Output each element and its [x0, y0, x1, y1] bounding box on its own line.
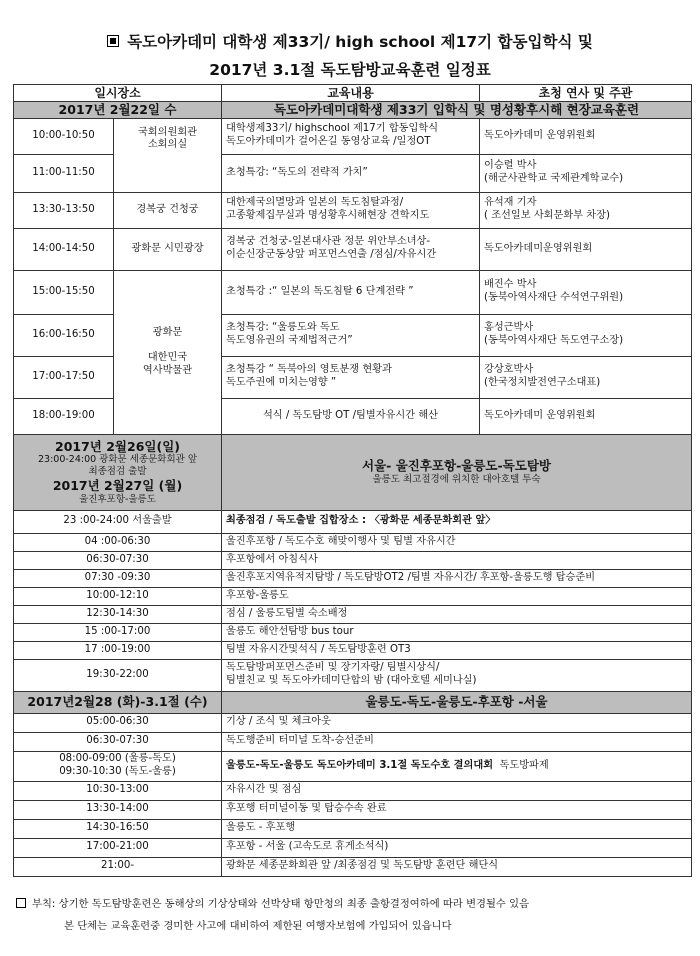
square-bullet-icon — [16, 898, 26, 908]
table-row: 17 :00-19:00 팀별 자유시간및석식 / 독도탐방훈련 OT3 — [14, 641, 692, 659]
table-row: 16:00-16:50 초청특강: “울릉도와 독도 독도영유권의 국제법적근거” 홍성근박사 (동북아역사재단 독도연구소장) — [14, 314, 692, 356]
day1-date: 2017년 2월22일 수 — [14, 102, 222, 119]
day2-header-row — [14, 434, 692, 510]
table-row: 15 :00-17:00 울릉도 해안선탐방 bus tour — [14, 623, 692, 641]
day2-date-block: 2017년 2월26일(일) 23:00-24:00 광화문 세종문화회관 앞 최종점검 출발 2017년 2월27일 (월) 울진후포항-울릉도 — [14, 434, 222, 510]
table-row: 17:00-17:50 초청특강 “ 독북아의 영토분쟁 현황과 독도주권에 미치는영향 ” 강상호박사 (한국정치발전연구소대표) — [14, 356, 692, 398]
square-bullet-icon — [107, 35, 119, 47]
day3-date: 2017년2월28 (화)-3.1절 (수) — [14, 691, 222, 713]
table-row: 21:00- 광화문 세종문화회관 앞 /최종점검 및 독도탐방 훈련단 해단식 — [14, 857, 692, 876]
day1-date-row — [14, 102, 692, 119]
table-row: 17:00-21:00 후포항 - 서울 (고속도로 휴게소석식) — [14, 838, 692, 857]
table-row: 23 :00-24:00 서울출발 최종점검 / 독도출발 집합장소 : 〈광화문 세종문화회관 앞〉 — [14, 510, 692, 533]
table-row: 07:30 -09:30 울진후포지역유적지탐방 / 독도탐방OT2 /팀별 자유시간/ 후포항-울릉도행 탑승준비 — [14, 569, 692, 587]
day2-route-block: 서울- 울진후포항-울릉도-독도탐방 울릉도 최고절경에 위치한 대아호텔 투숙 — [222, 434, 692, 510]
document-title-line2: 2017년 3.1절 독도탐방교육훈련 일정표 — [209, 61, 491, 79]
table-row: 05:00-06:30 기상 / 조식 및 체크아웃 — [14, 713, 692, 732]
table-row: 10:00-10:50 국회의원회관 소회의실 대학생제33기/ highschool 제17기 합동입학식 독도아카데미가 걸어온길 동영상교육 /일정OT 독도아카데미 운영위원회 — [14, 118, 692, 154]
footnotes — [16, 893, 686, 937]
table-row: 10:30-13:00 자유시간 및 점심 — [14, 781, 692, 800]
day3-header-row — [14, 691, 692, 713]
table-row: 06:30-07:30 독도행준비 터미널 도착-승선준비 — [14, 732, 692, 751]
header-row — [14, 85, 692, 102]
notes-line1: 상기한 독도탐방훈련은 동해상의 기상상태와 선박상태 항만청의 최종 출항결정여하에 따라 변경될수 있음 — [58, 898, 530, 910]
day3-route: 울릉도-독도-울릉도-후포항 -서울 — [222, 691, 692, 713]
table-row: 12:30-14:30 점심 / 울릉도팀별 숙소배정 — [14, 605, 692, 623]
table-row: 10:00-12:10 후포항-울릉도 — [14, 587, 692, 605]
notes-line2: 본 단체는 교육훈련중 경미한 사고에 대비하여 제한된 여행자보험에 가입되어 있읍니다 — [64, 920, 452, 932]
table-row: 11:00-11:50 초청특강: “독도의 전략적 가치” 이승렬 박사 (해군사관학교 국제관계학교수) — [14, 154, 692, 192]
table-row: 06:30-07:30 후포항에서 아침식사 — [14, 551, 692, 569]
place-gyeongbokgung: 경복궁 건청궁 — [114, 192, 222, 228]
header-speaker: 초청 연사 및 주관 — [480, 85, 692, 102]
place-gwanghwamun-square: 광화문 시민광장 — [114, 228, 222, 270]
table-row: 15:00-15:50 광화문 대한민국 역사박물관 초청특강 :“ 일본의 독도침탈 6 단계전략 ” 배진수 박사 (동북아역사재단 수석연구위원) — [14, 270, 692, 314]
table-row: 08:00-09:00 (울릉-독도) 09:30-10:30 (독도-울릉) 울릉도-독도-울릉도 독도아카데미 3.1절 독도수호 결의대회 독도방파제 — [14, 751, 692, 781]
place-history-museum: 광화문 대한민국 역사박물관 — [114, 270, 222, 434]
table-row: 14:00-14:50 광화문 시민광장 경복궁 건청궁-일본대사관 정문 위안부소녀상- 이순신장군동상앞 퍼포먼스연출 /점심/자유시간 독도아카데미운영위원회 — [14, 228, 692, 270]
table-row: 13:30-14:00 후포행 터미널이동 및 탑승수속 완료 — [14, 800, 692, 819]
document-title-line1: 독도아카데미 대학생 제33기/ high school 제17기 합동입학식 및 — [0, 30, 700, 52]
table-row: 04 :00-06:30 울진후포항 / 독도수호 해맞이행사 및 팀별 자유시간 — [14, 533, 692, 551]
schedule-table — [13, 84, 692, 877]
notes-label: 부칙: — [32, 898, 56, 910]
table-row: 14:30-16:50 울릉도 - 후포행 — [14, 819, 692, 838]
header-time-place: 일시장소 — [14, 85, 222, 102]
table-row: 13:30-13:50 경복궁 건청궁 대한제국의멸망과 일본의 독도침탈과정/ 고종황제집무실과 명성황후시해현장 견학지도 유석재 기자 ( 조선일보 사회문화부 차장) — [14, 192, 692, 228]
table-row: 19:30-22:00 독도탐방퍼포먼스준비 및 장기자랑/ 팀별시상식/ 팀별친교 및 독도아카데미단합의 밤 (대아호텔 세미나실) — [14, 659, 692, 691]
day1-title: 독도아카데미대학생 제33기 입학식 및 명성황후시해 현장교육훈련 — [222, 102, 692, 119]
table-row: 18:00-19:00 석식 / 독도탐방 OT /팀별자유시간 해산 독도아카데미 운영위원회 — [14, 398, 692, 434]
header-content: 교육내용 — [222, 85, 480, 102]
place-assembly-hall: 국회의원회관 소회의실 — [114, 118, 222, 192]
